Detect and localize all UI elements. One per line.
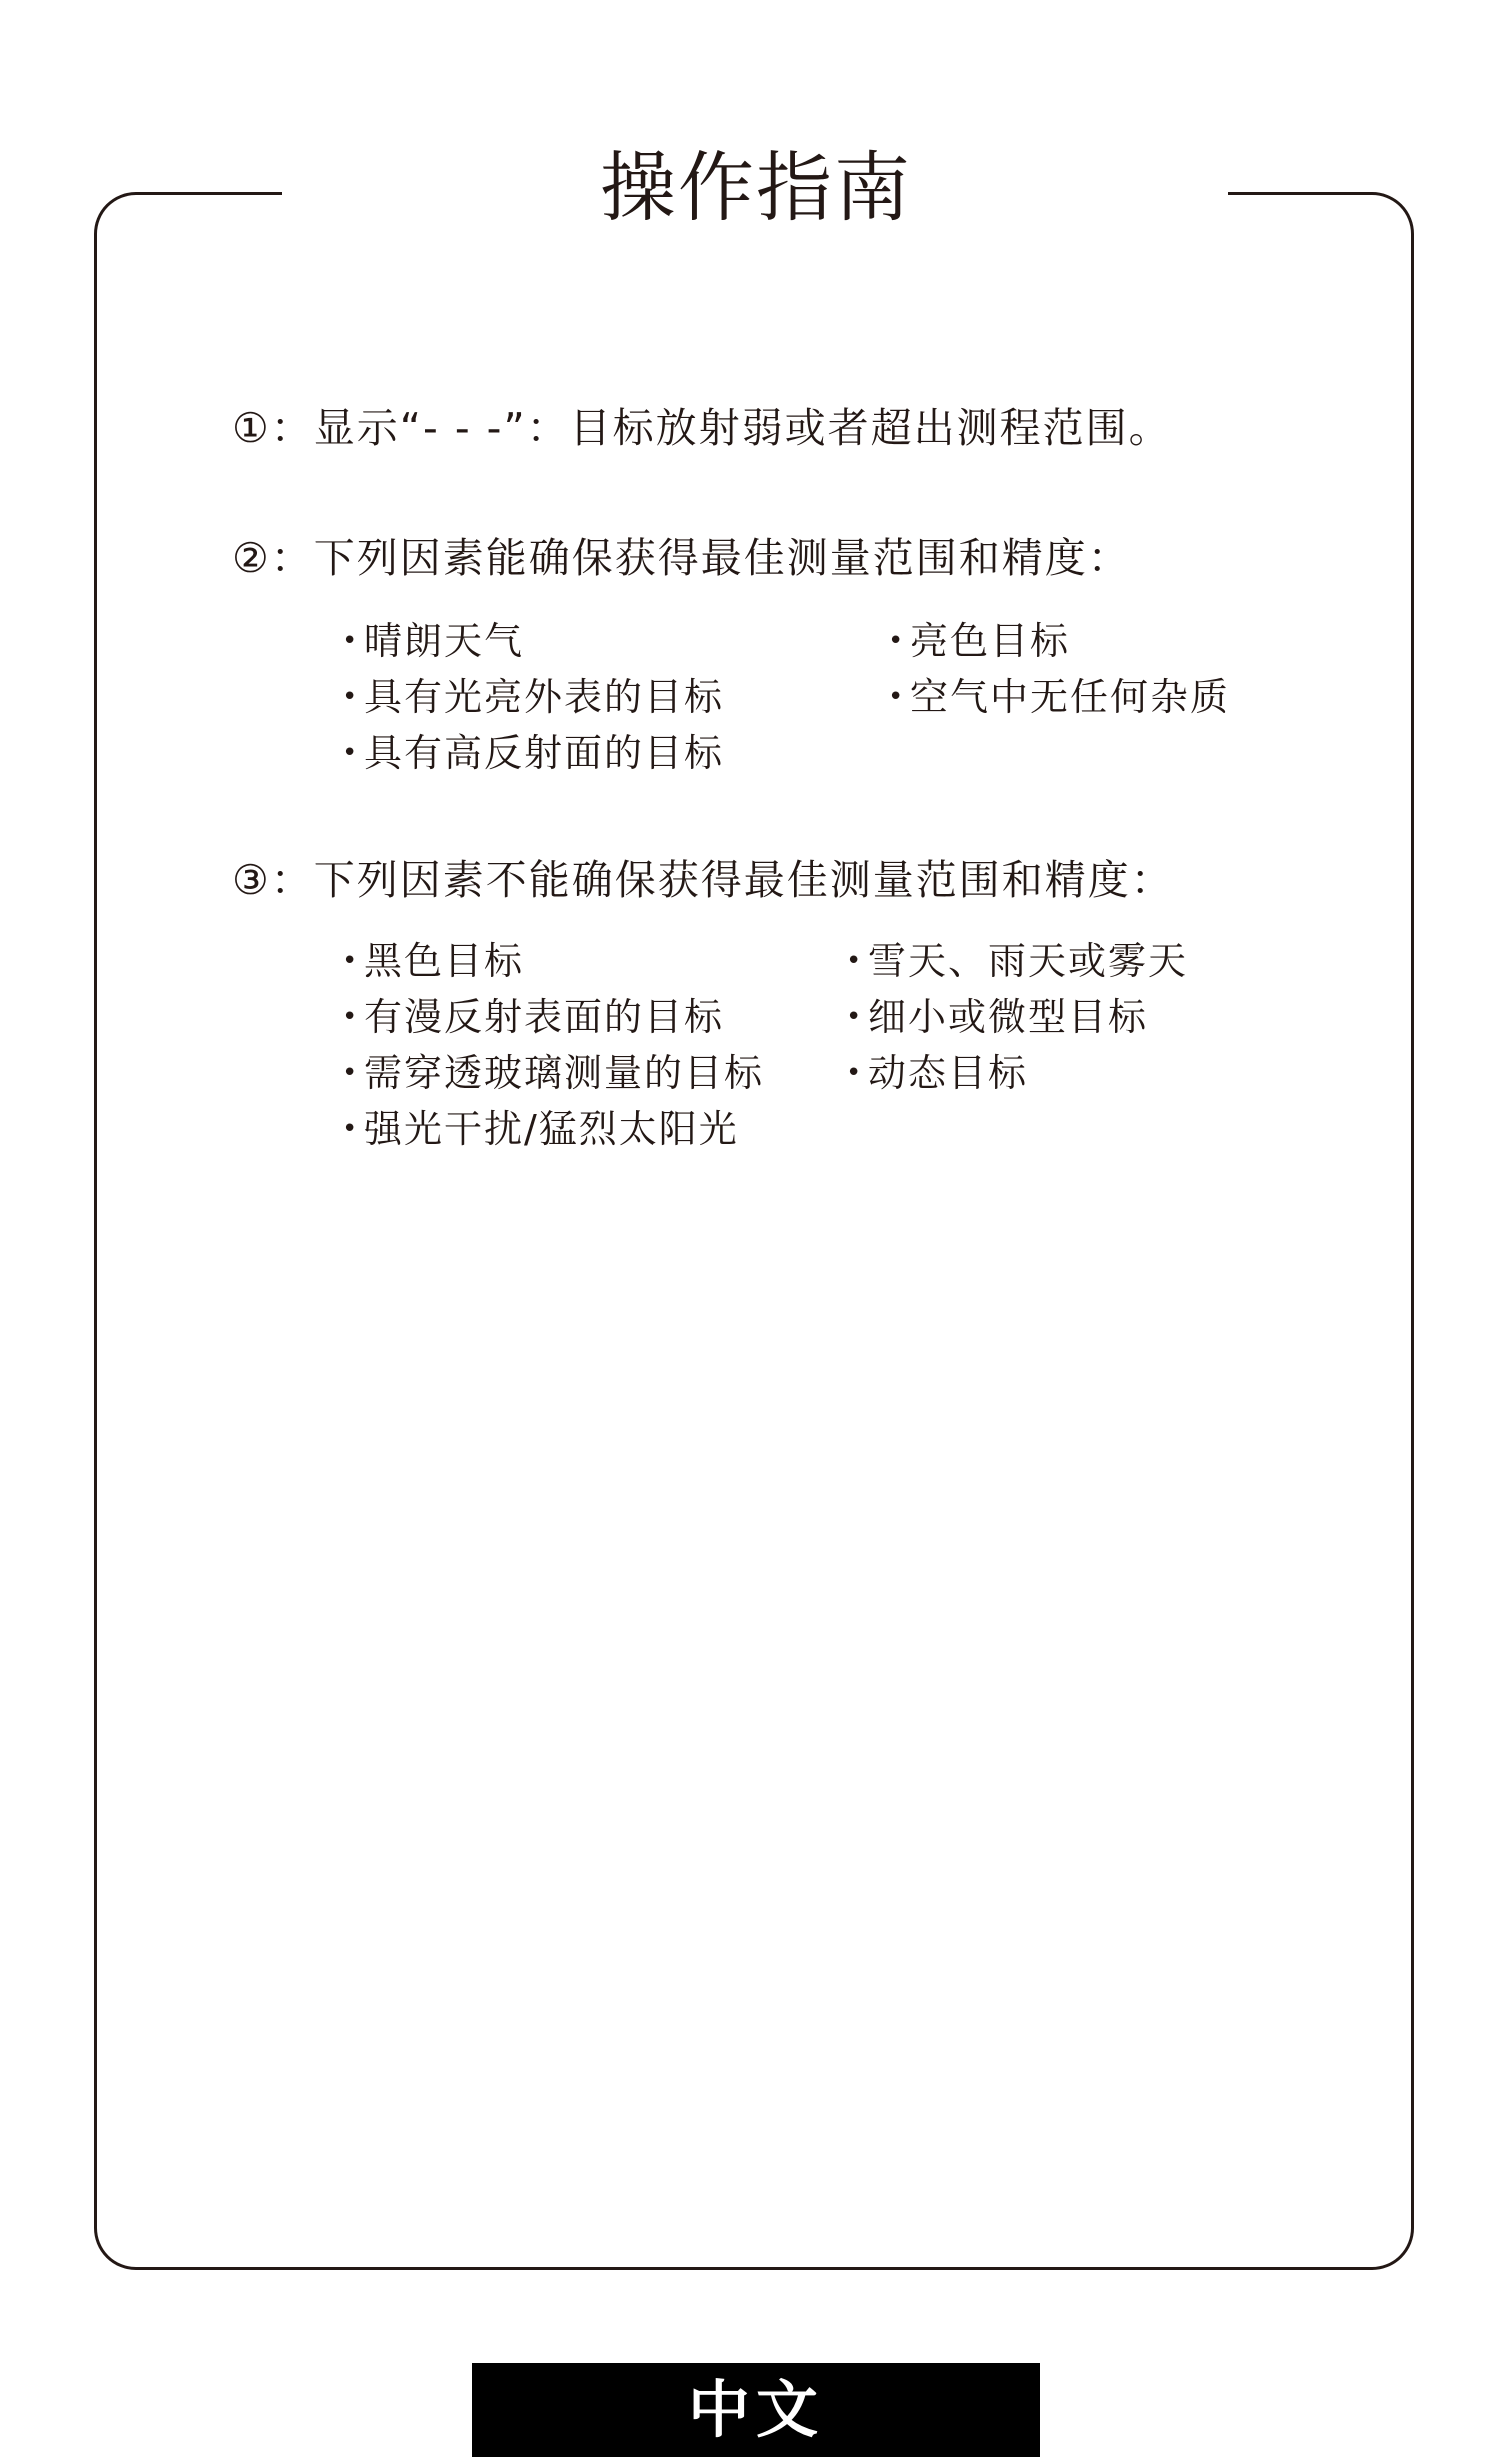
list-item: • 需穿透玻璃测量的目标 <box>342 1047 764 1099</box>
list-item: • 亮色目标 <box>888 615 1070 667</box>
list-item: • 雪天、雨天或雾天 <box>846 935 1188 987</box>
section-1-heading: ①：显示“- - -”：目标放射弱或者超出测程范围。 <box>232 404 1172 452</box>
list-item: • 强光干扰/猛烈太阳光 <box>342 1103 739 1155</box>
page-title: 操作指南 <box>600 143 912 232</box>
list-item: • 黑色目标 <box>342 935 524 987</box>
list-item: • 有漫反射表面的目标 <box>342 991 724 1043</box>
list-item: • 动态目标 <box>846 1047 1028 1099</box>
list-item: • 具有光亮外表的目标 <box>342 671 724 723</box>
list-item: • 晴朗天气 <box>342 615 524 667</box>
language-tab: 中文 <box>472 2363 1040 2457</box>
list-item: • 具有高反射面的目标 <box>342 727 724 779</box>
content-frame <box>94 192 1414 2270</box>
list-item: • 细小或微型目标 <box>846 991 1148 1043</box>
section-3-heading: ③：下列因素不能确保获得最佳测量范围和精度： <box>232 856 1174 904</box>
section-2-heading: ②：下列因素能确保获得最佳测量范围和精度： <box>232 534 1131 582</box>
list-item: • 空气中无任何杂质 <box>888 671 1230 723</box>
